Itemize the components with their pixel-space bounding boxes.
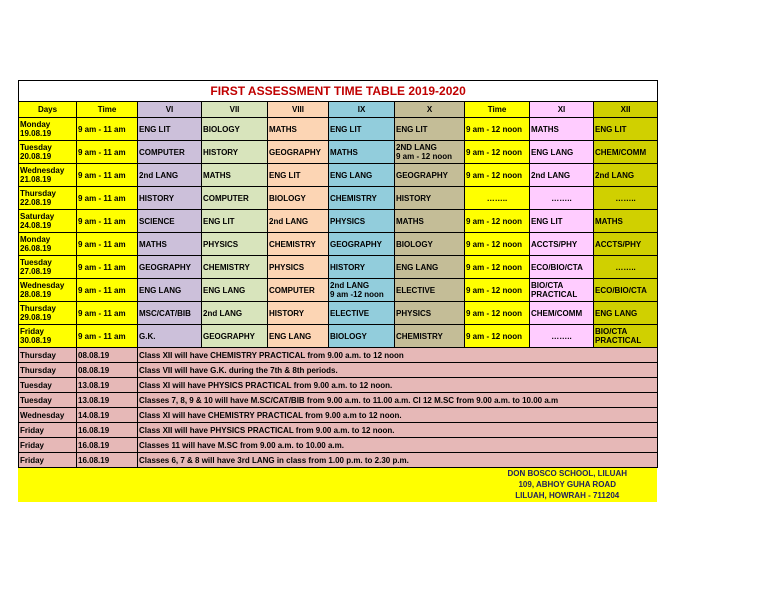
vii-cell-text: BIOLOGY xyxy=(203,124,240,134)
ix-cell-text: ENG LANG xyxy=(330,170,373,180)
viii-cell xyxy=(268,256,329,279)
xi-cell xyxy=(530,210,594,233)
vi-cell xyxy=(138,233,202,256)
vii-cell-text: HISTORY xyxy=(203,147,239,157)
time-cell xyxy=(77,164,138,187)
day-cell-text: Tuesday xyxy=(20,143,52,152)
day-cell xyxy=(19,325,77,348)
note-date xyxy=(77,363,138,378)
day-cell xyxy=(19,118,77,141)
x-cell-text: MATHS xyxy=(396,216,424,226)
xii-cell-text: ACCTS/PHY xyxy=(595,239,642,249)
xi-cell xyxy=(530,164,594,187)
vii-cell-text: ENG LIT xyxy=(203,216,235,226)
note-date xyxy=(77,438,138,453)
xii-cell xyxy=(594,325,658,348)
header-time-senior: Time xyxy=(465,102,530,118)
ix-cell-text: 2nd LANG xyxy=(330,281,370,290)
xi-cell xyxy=(530,256,594,279)
day-cell-subtext: 28.08.19 xyxy=(20,290,52,299)
xi-cell-text: 2nd LANG xyxy=(531,170,571,180)
viii-cell-text: ENG LIT xyxy=(269,170,301,180)
vi-cell-text: MSC/CAT/BIB xyxy=(139,308,191,318)
ix-cell xyxy=(329,164,395,187)
table-row xyxy=(19,118,658,141)
note-day xyxy=(19,393,77,408)
time-senior-cell xyxy=(465,164,530,187)
x-cell xyxy=(395,279,465,302)
x-cell-text: 2ND LANG xyxy=(396,143,437,152)
time-senior-cell-text: 9 am - 12 noon xyxy=(466,331,523,341)
vii-cell-text: MATHS xyxy=(203,170,231,180)
time-cell-text: 9 am - 11 am xyxy=(78,170,126,180)
time-senior-cell xyxy=(465,118,530,141)
day-cell xyxy=(19,210,77,233)
note-row xyxy=(19,378,658,393)
vii-cell-text: PHYSICS xyxy=(203,239,239,249)
ix-cell xyxy=(329,233,395,256)
viii-cell xyxy=(268,164,329,187)
viii-cell xyxy=(268,325,329,348)
note-date xyxy=(77,348,138,363)
header-vi: VI xyxy=(138,102,202,118)
viii-cell-text: PHYSICS xyxy=(269,262,305,272)
time-senior-cell-text: 9 am - 12 noon xyxy=(466,262,523,272)
note-day xyxy=(19,453,77,468)
time-senior-cell-text: 9 am - 12 noon xyxy=(466,239,523,249)
vi-cell-text: COMPUTER xyxy=(139,147,185,157)
time-cell-text: 9 am - 11 am xyxy=(78,147,126,157)
time-senior-cell-text: 9 am - 12 noon xyxy=(466,285,523,295)
xii-cell xyxy=(594,118,658,141)
viii-cell xyxy=(268,210,329,233)
note-date-text: 13.08.19 xyxy=(78,380,110,390)
day-cell xyxy=(19,279,77,302)
note-day xyxy=(19,408,77,423)
time-cell-text: 9 am - 11 am xyxy=(78,331,126,341)
day-cell xyxy=(19,256,77,279)
school-address xyxy=(507,468,627,501)
xi-cell xyxy=(530,302,594,325)
time-cell xyxy=(77,187,138,210)
note-text-text: Class XI will have PHYSICS PRACTICAL from 9.00 a.m. to 12 noon. xyxy=(139,380,393,390)
timetable xyxy=(18,80,658,468)
day-cell-text: Monday xyxy=(20,120,51,129)
day-cell-text: Thursday xyxy=(20,304,57,313)
x-cell xyxy=(395,325,465,348)
day-cell xyxy=(19,141,77,164)
x-cell xyxy=(395,141,465,164)
x-cell xyxy=(395,233,465,256)
note-day-text: Wednesday xyxy=(20,410,65,420)
vii-cell xyxy=(202,302,268,325)
viii-cell-text: BIOLOGY xyxy=(269,193,306,203)
ix-cell xyxy=(329,256,395,279)
vii-cell xyxy=(202,256,268,279)
note-row xyxy=(19,363,658,378)
header-xi: XI xyxy=(530,102,594,118)
time-senior-cell xyxy=(465,256,530,279)
ix-cell-text: CHEMISTRY xyxy=(330,193,377,203)
header-time: Time xyxy=(77,102,138,118)
viii-cell xyxy=(268,279,329,302)
viii-cell-text: MATHS xyxy=(269,124,297,134)
viii-cell xyxy=(268,118,329,141)
note-text xyxy=(138,393,658,408)
header-days: Days xyxy=(19,102,77,118)
time-senior-cell xyxy=(465,302,530,325)
xii-cell-text: ENG LIT xyxy=(595,124,627,134)
header-row xyxy=(19,102,658,118)
timetable-sheet xyxy=(18,80,657,502)
viii-cell-text: COMPUTER xyxy=(269,285,315,295)
time-senior-cell xyxy=(465,325,530,348)
ix-cell-text: BIOLOGY xyxy=(330,331,367,341)
xi-cell-text: …….. xyxy=(551,331,572,341)
xi-cell-text: MATHS xyxy=(531,124,559,134)
ix-cell-text: MATHS xyxy=(330,147,358,157)
vi-cell-text: 2nd LANG xyxy=(139,170,179,180)
note-day-text: Thursday xyxy=(20,365,57,375)
xii-cell-text: ENG LANG xyxy=(595,308,638,318)
note-text-text: Class XII will have PHYSICS PRACTICAL from 9.00 a.m. to 12 noon. xyxy=(139,425,395,435)
vi-cell-text: SCIENCE xyxy=(139,216,175,226)
day-cell xyxy=(19,164,77,187)
table-row xyxy=(19,302,658,325)
ix-cell-text: GEOGRAPHY xyxy=(330,239,383,249)
ix-cell xyxy=(329,118,395,141)
time-cell xyxy=(77,325,138,348)
note-text xyxy=(138,438,658,453)
day-cell xyxy=(19,302,77,325)
table-row xyxy=(19,325,658,348)
ix-cell xyxy=(329,325,395,348)
xii-cell xyxy=(594,279,658,302)
vii-cell xyxy=(202,187,268,210)
header-vii: VII xyxy=(202,102,268,118)
vi-cell xyxy=(138,279,202,302)
vii-cell-text: 2nd LANG xyxy=(203,308,243,318)
time-cell xyxy=(77,233,138,256)
viii-cell-text: ENG LANG xyxy=(269,331,312,341)
time-senior-cell xyxy=(465,141,530,164)
school-footer xyxy=(18,468,657,502)
xii-cell xyxy=(594,164,658,187)
day-cell-subtext: 29.08.19 xyxy=(20,313,52,322)
xi-cell xyxy=(530,141,594,164)
xi-cell-subtext: PRACTICAL xyxy=(531,290,578,299)
xii-cell-text: BIO/CTA xyxy=(595,327,628,336)
day-cell-subtext: 19.08.19 xyxy=(20,129,52,138)
day-cell xyxy=(19,233,77,256)
day-cell-text: Wednesday xyxy=(20,166,65,175)
note-date-text: 16.08.19 xyxy=(78,425,110,435)
xii-cell-text: 2nd LANG xyxy=(595,170,635,180)
vii-cell-text: COMPUTER xyxy=(203,193,249,203)
x-cell-text: ENG LIT xyxy=(396,124,428,134)
ix-cell-text: ELECTIVE xyxy=(330,308,370,318)
time-senior-cell-text: 9 am - 12 noon xyxy=(466,124,523,134)
xi-cell-text: ECO/BIO/CTA xyxy=(531,262,583,272)
day-cell-text: Friday xyxy=(20,327,45,336)
xi-cell-text: ENG LIT xyxy=(531,216,563,226)
note-text-text: Class XI will have CHEMISTRY PRACTICAL from 9.00 a.m to 12 noon. xyxy=(139,410,402,420)
xii-cell xyxy=(594,302,658,325)
day-cell-text: Saturday xyxy=(20,212,55,221)
note-text xyxy=(138,408,658,423)
x-cell-text: ELECTIVE xyxy=(396,285,436,295)
note-text xyxy=(138,423,658,438)
x-cell-text: PHYSICS xyxy=(396,308,432,318)
school-street: 109, ABHOY GUHA ROAD xyxy=(518,480,616,489)
vi-cell xyxy=(138,118,202,141)
note-day xyxy=(19,363,77,378)
ix-cell-text: ENG LIT xyxy=(330,124,362,134)
day-cell-subtext: 27.08.19 xyxy=(20,267,52,276)
vi-cell-text: G.K. xyxy=(139,331,156,341)
time-cell xyxy=(77,256,138,279)
x-cell xyxy=(395,164,465,187)
vii-cell xyxy=(202,233,268,256)
vi-cell-text: HISTORY xyxy=(139,193,175,203)
vii-cell-text: GEOGRAPHY xyxy=(203,331,256,341)
ix-cell-subtext: 9 am -12 noon xyxy=(330,290,384,299)
vi-cell xyxy=(138,302,202,325)
x-cell-text: CHEMISTRY xyxy=(396,331,443,341)
xii-cell-text: …….. xyxy=(615,193,636,203)
vii-cell xyxy=(202,164,268,187)
note-date xyxy=(77,378,138,393)
time-senior-cell-text: 9 am - 12 noon xyxy=(466,308,523,318)
note-date-text: 08.08.19 xyxy=(78,365,110,375)
xii-cell xyxy=(594,233,658,256)
time-cell xyxy=(77,302,138,325)
vi-cell xyxy=(138,141,202,164)
viii-cell-text: GEOGRAPHY xyxy=(269,147,322,157)
note-date xyxy=(77,393,138,408)
day-cell-text: Monday xyxy=(20,235,51,244)
note-text xyxy=(138,378,658,393)
note-day-text: Friday xyxy=(20,425,45,435)
ix-cell xyxy=(329,302,395,325)
note-date-text: 14.08.19 xyxy=(78,410,110,420)
vii-cell xyxy=(202,141,268,164)
time-cell-text: 9 am - 11 am xyxy=(78,193,126,203)
day-cell-text: Tuesday xyxy=(20,258,52,267)
page-title: FIRST ASSESSMENT TIME TABLE 2019-2020 xyxy=(19,81,658,102)
time-senior-cell-text: …….. xyxy=(486,193,508,203)
ix-cell-text: HISTORY xyxy=(330,262,366,272)
table-row xyxy=(19,279,658,302)
time-cell-text: 9 am - 11 am xyxy=(78,216,126,226)
xi-cell xyxy=(530,118,594,141)
note-text xyxy=(138,453,658,468)
vi-cell xyxy=(138,256,202,279)
time-senior-cell-text: 9 am - 12 noon xyxy=(466,170,523,180)
ix-cell-text: PHYSICS xyxy=(330,216,366,226)
x-cell-text: HISTORY xyxy=(396,193,432,203)
note-date-text: 16.08.19 xyxy=(78,440,110,450)
day-cell-text: Thursday xyxy=(20,189,57,198)
viii-cell-text: 2nd LANG xyxy=(269,216,309,226)
note-row xyxy=(19,453,658,468)
day-cell-subtext: 30.08.19 xyxy=(20,336,52,345)
x-cell-subtext: 9 am - 12 noon xyxy=(396,152,453,161)
x-cell-text: BIOLOGY xyxy=(396,239,433,249)
xi-cell xyxy=(530,187,594,210)
xii-cell-text: MATHS xyxy=(595,216,623,226)
ix-cell xyxy=(329,141,395,164)
time-cell-text: 9 am - 11 am xyxy=(78,285,126,295)
school-city: LILUAH, HOWRAH - 711204 xyxy=(515,491,620,500)
note-day-text: Tuesday xyxy=(20,395,52,405)
ix-cell xyxy=(329,187,395,210)
table-row xyxy=(19,233,658,256)
note-date xyxy=(77,423,138,438)
time-cell-text: 9 am - 11 am xyxy=(78,239,126,249)
time-cell-text: 9 am - 11 am xyxy=(78,124,126,134)
xi-cell-text: ENG LANG xyxy=(531,147,574,157)
table-row xyxy=(19,187,658,210)
note-row xyxy=(19,408,658,423)
day-cell-text: Wednesday xyxy=(20,281,65,290)
time-senior-cell xyxy=(465,187,530,210)
time-cell xyxy=(77,210,138,233)
x-cell xyxy=(395,256,465,279)
table-row xyxy=(19,141,658,164)
viii-cell xyxy=(268,233,329,256)
note-text-text: Class VII will have G.K. during the 7th & 8th periods. xyxy=(139,365,338,375)
xi-cell xyxy=(530,233,594,256)
time-senior-cell xyxy=(465,210,530,233)
note-day xyxy=(19,378,77,393)
xi-cell-text: CHEM/COMM xyxy=(531,308,583,318)
xii-cell xyxy=(594,141,658,164)
vi-cell xyxy=(138,325,202,348)
note-day-text: Friday xyxy=(20,455,45,465)
xi-cell-text: …….. xyxy=(551,193,572,203)
xi-cell-text: BIO/CTA xyxy=(531,281,564,290)
vii-cell xyxy=(202,279,268,302)
time-cell-text: 9 am - 11 am xyxy=(78,308,126,318)
x-cell-text: ENG LANG xyxy=(396,262,439,272)
time-senior-cell xyxy=(465,279,530,302)
vi-cell-text: ENG LIT xyxy=(139,124,171,134)
note-day-text: Friday xyxy=(20,440,45,450)
time-senior-cell-text: 9 am - 12 noon xyxy=(466,147,523,157)
xii-cell-text: CHEM/COMM xyxy=(595,147,647,157)
day-cell-subtext: 21.08.19 xyxy=(20,175,52,184)
time-cell-text: 9 am - 11 am xyxy=(78,262,126,272)
note-date-text: 16.08.19 xyxy=(78,455,110,465)
note-day xyxy=(19,348,77,363)
header-x: X xyxy=(395,102,465,118)
note-day-text: Thursday xyxy=(20,350,57,360)
vi-cell xyxy=(138,210,202,233)
table-row xyxy=(19,256,658,279)
note-date xyxy=(77,408,138,423)
header-ix: IX xyxy=(329,102,395,118)
vii-cell-text: ENG LANG xyxy=(203,285,246,295)
ix-cell xyxy=(329,210,395,233)
viii-cell-text: CHEMISTRY xyxy=(269,239,316,249)
xii-cell xyxy=(594,256,658,279)
note-day xyxy=(19,438,77,453)
day-cell xyxy=(19,187,77,210)
vi-cell-text: GEOGRAPHY xyxy=(139,262,192,272)
day-cell-subtext: 26.08.19 xyxy=(20,244,52,253)
time-cell xyxy=(77,279,138,302)
time-cell xyxy=(77,141,138,164)
xii-cell-text: ECO/BIO/CTA xyxy=(595,285,647,295)
note-date-text: 08.08.19 xyxy=(78,350,110,360)
vi-cell xyxy=(138,164,202,187)
note-row xyxy=(19,348,658,363)
note-day-text: Tuesday xyxy=(20,380,52,390)
viii-cell-text: HISTORY xyxy=(269,308,305,318)
xii-cell xyxy=(594,187,658,210)
note-text-text: Class XII will have CHEMISTRY PRACTICAL from 9.00 a.m. to 12 noon xyxy=(139,350,404,360)
viii-cell xyxy=(268,187,329,210)
vii-cell xyxy=(202,325,268,348)
x-cell-text: GEOGRAPHY xyxy=(396,170,449,180)
x-cell xyxy=(395,302,465,325)
xii-cell xyxy=(594,210,658,233)
xi-cell-text: ACCTS/PHY xyxy=(531,239,578,249)
day-cell-subtext: 22.08.19 xyxy=(20,198,52,207)
note-text-text: Classes 11 will have M.SC from 9.00 a.m. to 10.00 a.m. xyxy=(139,440,344,450)
note-text-text: Classes 6, 7 & 8 will have 3rd LANG in class from 1.00 p.m. to 2.30 p.m. xyxy=(139,455,409,465)
xi-cell xyxy=(530,325,594,348)
day-cell-subtext: 20.08.19 xyxy=(20,152,52,161)
note-row xyxy=(19,438,658,453)
note-date-text: 13.08.19 xyxy=(78,395,110,405)
time-senior-cell-text: 9 am - 12 noon xyxy=(466,216,523,226)
note-text-text: Classes 7, 8, 9 & 10 will have M.SC/CAT/BIB from 9.00 a.m. to 11.00 a.m. Cl 12 M.SC from 9.00 a.m. to 10.00 a.m xyxy=(139,395,559,405)
vii-cell xyxy=(202,210,268,233)
note-row xyxy=(19,423,658,438)
xii-cell-text: …….. xyxy=(615,262,636,272)
vi-cell xyxy=(138,187,202,210)
table-row xyxy=(19,210,658,233)
x-cell xyxy=(395,187,465,210)
note-date xyxy=(77,453,138,468)
time-cell xyxy=(77,118,138,141)
time-senior-cell xyxy=(465,233,530,256)
xii-cell-subtext: PRACTICAL xyxy=(595,336,642,345)
day-cell-subtext: 24.08.19 xyxy=(20,221,52,230)
header-xii: XII xyxy=(594,102,658,118)
ix-cell xyxy=(329,279,395,302)
note-day xyxy=(19,423,77,438)
vi-cell-text: ENG LANG xyxy=(139,285,182,295)
note-row xyxy=(19,393,658,408)
vi-cell-text: MATHS xyxy=(139,239,167,249)
school-name: DON BOSCO SCHOOL, LILUAH xyxy=(507,469,627,478)
x-cell xyxy=(395,118,465,141)
table-row xyxy=(19,164,658,187)
note-text xyxy=(138,348,658,363)
header-viii: VIII xyxy=(268,102,329,118)
vii-cell-text: CHEMISTRY xyxy=(203,262,250,272)
vii-cell xyxy=(202,118,268,141)
viii-cell xyxy=(268,302,329,325)
xi-cell xyxy=(530,279,594,302)
note-text xyxy=(138,363,658,378)
viii-cell xyxy=(268,141,329,164)
x-cell xyxy=(395,210,465,233)
